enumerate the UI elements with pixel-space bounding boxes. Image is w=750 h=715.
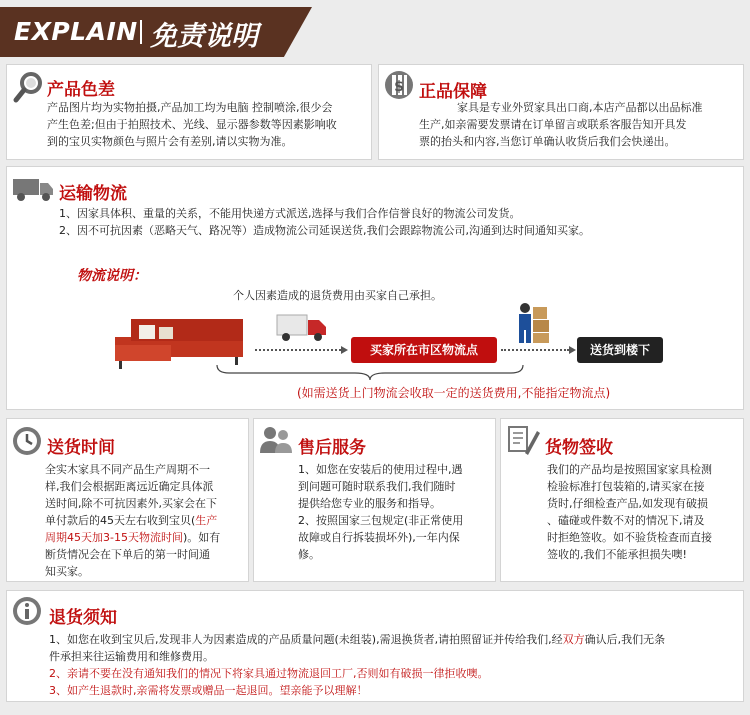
svg-text:$: $ [394, 79, 404, 95]
genuine-guarantee-section [378, 64, 744, 160]
dollar-shield-icon [383, 69, 415, 101]
after-sales-title: 售后服务 [298, 438, 366, 458]
delivery-truck-image [275, 313, 329, 343]
text-segment: 1、如您在收到宝贝后,发现非人为因素造成的产品质量问题(未组装),需退换货者,请拍照留证并传给我们,经 [49, 633, 563, 646]
text-line: 产品图片均为实物拍摄,产品加工均为电脑 控制喷涂,很少会 [47, 101, 333, 114]
text-line: 1、如您在安装后的使用过程中,遇 [298, 463, 463, 476]
highlight-text: 生产 [195, 514, 218, 527]
logistics-note-text: 个人因素造成的退货费用由买家自己承担。 [233, 289, 442, 302]
text-line: 我们的产品均是按照国家家具检测 [547, 463, 712, 476]
banner-separator [140, 20, 142, 44]
returns-text [49, 631, 741, 699]
city-logistics-point-pill: 买家所在市区物流点 [351, 337, 497, 363]
arrow-icon [341, 346, 348, 354]
bracket-line [215, 363, 525, 381]
text-line: 2、按照国家三包规定(非正常使用 [298, 514, 464, 527]
arrow-icon [569, 346, 576, 354]
after-sales-section [253, 418, 496, 582]
text-line: 票的抬头和内容,当您订单确认收货后我们会快递出。 [419, 135, 676, 148]
text-line: 时拒绝签收。如不验货检查而直接 [547, 531, 712, 544]
text-line: 修。 [298, 548, 320, 561]
goods-signing-section [500, 418, 744, 582]
goods-signing-title: 货物签收 [545, 438, 613, 458]
delivery-worker-image [513, 301, 553, 345]
delivery-downstairs-pill: 送货到楼下 [577, 337, 663, 363]
banner-chinese-title: 免责说明 [150, 21, 258, 52]
text-line: 2、因不可抗因素（恶略天气、路况等）造成物流公司延误送货,我们会跟踪物流公司,沟通到达时间通知买家。 [59, 224, 590, 237]
logistics-text [59, 205, 739, 239]
connector-line [255, 349, 341, 351]
pen-document-icon [505, 423, 541, 457]
explain-banner [0, 0, 750, 58]
text-line: 件承担来往运输费用和维修费用。 [49, 650, 214, 663]
color-difference-section [6, 64, 372, 160]
text-line: 全实木家具不同产品生产周期不一 [45, 463, 210, 476]
delivery-time-title: 送货时间 [47, 438, 115, 458]
genuine-guarantee-title: 正品保障 [419, 82, 487, 102]
text-line: 样,我们会根据距离远近确定具体派 [45, 480, 214, 493]
text-line: 3、如产生退款时,亲需将发票或赠品一起退回。望亲能予以理解！ [49, 684, 368, 697]
text-segment: )。如有 [182, 531, 221, 544]
people-icon [258, 425, 294, 455]
returns-title: 退货须知 [49, 608, 117, 628]
text-line: 生产,如亲需要发票请在订单留言或联系客服告知开具发 [419, 118, 687, 131]
text-line: 到问题可随时联系我们,我们随时 [298, 480, 456, 493]
delivery-time-text [45, 461, 247, 580]
text-segment: 单付款后的45天左右收到宝贝( [45, 514, 196, 527]
after-sales-text [298, 461, 492, 563]
genuine-guarantee-text [419, 99, 741, 150]
logistics-footnote: (如需送货上门物流会收取一定的送货费用,不能指定物流点) [297, 386, 611, 400]
truck-icon [11, 175, 55, 203]
color-difference-text [47, 99, 371, 150]
text-line: 到的宝贝实物颜色与照片会有差别,请以实物为准。 [47, 135, 293, 148]
highlight-text: 周期45天加3-15天物流时间 [45, 531, 183, 544]
logistics-title: 运输物流 [59, 184, 127, 204]
goods-signing-text [547, 461, 741, 563]
text-line: 1、因家具体积、重量的关系，不能用快递方式派送,选择与我们合作信誉良好的物流公司发货。 [59, 207, 521, 220]
info-icon [11, 595, 43, 627]
text-line: 知买家。 [45, 565, 89, 578]
magnifier-icon [13, 71, 43, 103]
color-difference-title: 产品色差 [47, 80, 115, 100]
text-line: 2、亲请不要在没有通知我们的情况下将家具通过物流退回工厂,否则如有破损一律拒收噢。 [49, 667, 489, 680]
text-line: 签收的,我们不能承担损失噢! [547, 548, 687, 561]
text-line: 货时,仔细检查产品,如发现有破损 [547, 497, 708, 510]
returns-section [6, 590, 744, 702]
text-line [45, 512, 247, 529]
banner-english-title: EXPLAIN [14, 17, 138, 46]
text-line: 、磕碰或件数不对的情况下,请及 [547, 514, 705, 527]
logistics-note-title: 物流说明： [77, 268, 147, 284]
text-line: 故障或自行拆装损坏外),一年内保 [298, 531, 460, 544]
logistics-section [6, 166, 744, 410]
connector-line [501, 349, 569, 351]
text-line: 断货情况会在下单后的第一时间通 [45, 548, 210, 561]
delivery-time-section [6, 418, 249, 582]
highlight-text: 双方 [562, 633, 585, 646]
clock-icon [11, 425, 43, 457]
text-line: 检验标准打包装箱的,请买家在接 [547, 480, 705, 493]
text-line: 送时间,除不可抗因素外,买家会在下 [45, 497, 217, 510]
text-line [45, 529, 247, 546]
text-line: 家具是专业外贸家具出口商,本店产品都以出品标准 [457, 101, 703, 114]
text-line [49, 631, 741, 648]
text-segment: 确认后,我们无条 [584, 633, 666, 646]
text-line: 提供给您专业的服务和指导。 [298, 497, 441, 510]
text-line: 产生色差;但由于拍照技术、光线、显示器参数等因素影响收 [47, 118, 337, 131]
